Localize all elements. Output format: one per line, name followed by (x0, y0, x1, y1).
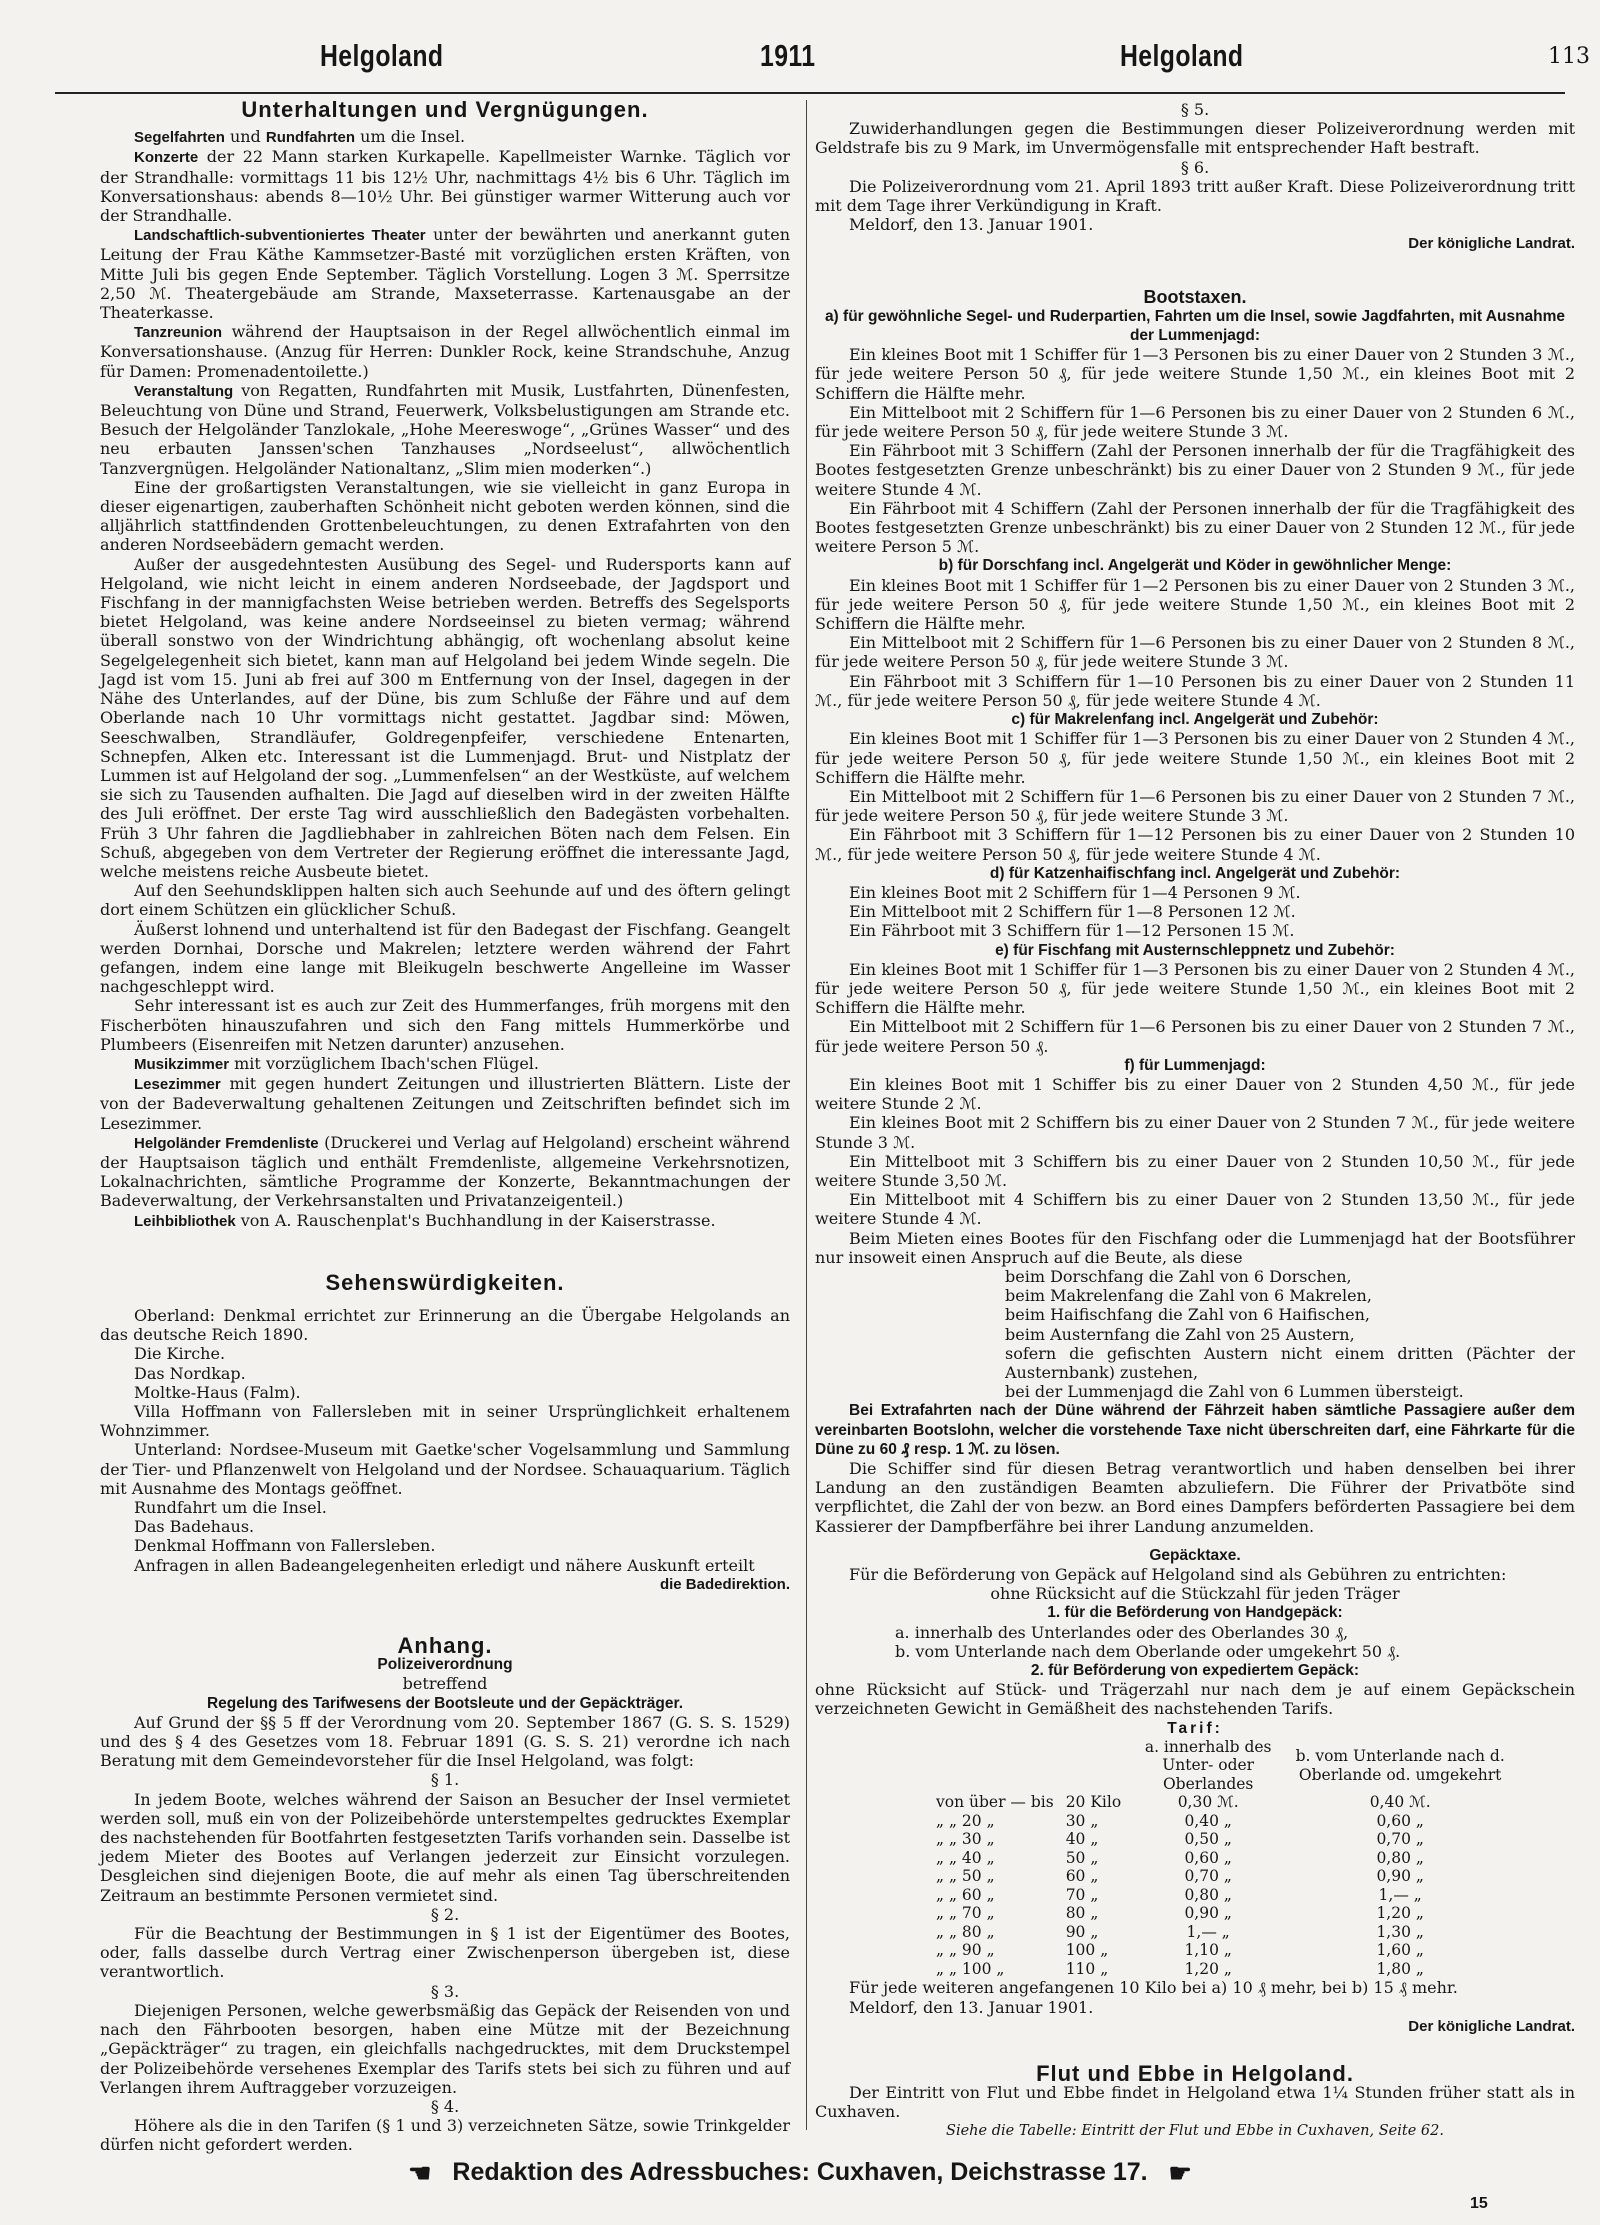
sight-item: Rundfahrt um die Insel. (134, 1498, 327, 1518)
heading-boat-taxes: Bootstaxen. (1143, 286, 1247, 307)
boat-tariff-item: Ein Fährboot mit 3 Schiffern für 1—12 Personen bis zu einer Dauer von 2 Stunden 10 ℳ., für jede weitere Person 50 ₰, für jede weitere Stunde 4 ℳ. (815, 825, 1575, 864)
entertainment-paragraph: Auf den Seehundsklippen halten sich auch Seehunde auf und des öftern gelingt dort einem Schützen ein glücklicher Schuß. (100, 881, 790, 920)
entertainment-item (100, 147, 790, 225)
entertainment-item (100, 322, 790, 381)
tarif-cell-a: 0,90 „ (1184, 1904, 1232, 1923)
lummen-limit-item: sofern die gefischten Austern nicht einem dritten (Pächter der Austernbank) zustehen, (1005, 1343, 1575, 1382)
tarif-row (930, 1904, 1511, 1923)
section-5-number: § 5. (1180, 100, 1210, 119)
tarif-cell-a: 0,80 „ (1184, 1885, 1232, 1904)
header-rule (55, 92, 1565, 94)
boat-c-title: c) für Makrelenfang incl. Angelgerät und Zubehör: (1011, 711, 1379, 729)
police-sections (100, 1770, 790, 2154)
luggage-sub: ohne Rücksicht auf die Stückzahl für jeden Träger (990, 1584, 1400, 1604)
tarif-cell-to: 50 „ (1065, 1848, 1099, 1867)
footer-line (0, 2158, 1600, 2189)
boat-tariff-item: Ein kleines Boot mit 1 Schiffer für 1—3 Personen bis zu einer Dauer von 2 Stunden 4 ℳ., für jede weitere Person 50 ₰, für jede weitere Stunde 1,50 ℳ., ein kleines Boot mit 2 Schiffern die Hälfte mehr. (815, 959, 1575, 1018)
tarif-cell-a: 1,— „ (1186, 1922, 1230, 1941)
entertainment-paragraph: Sehr interessant ist es auch zur Zeit des Hummerfanges, früh morgens mit den Fischerböten hinauszufahren und sich den Fang mittels Hummerkörbe und Plumbeers (Eisenreifen mit Netzen darunter) anzusehen. (100, 996, 790, 1054)
police-subject: Regelung des Tarifwesens der Bootsleute und der Gepäckträger. (206, 1694, 684, 1712)
running-head (0, 38, 1600, 88)
tarif-cell-b: 0,40 ℳ. (1369, 1793, 1431, 1812)
lummen-limit-item: bei der Lummenjagd die Zahl von 6 Lummen übersteigt. (1005, 1382, 1464, 1402)
boat-tariff-item: Ein Fährboot mit 4 Schiffern (Zahl der Personen innerhalb der für die Tragfähigkeit des Bootes festgesetzten Grenze unbeschränkt) bis zu einer Dauer von 2 Stunden 12 ℳ., für jede weitere Person 5 ℳ. (815, 498, 1575, 557)
tarif-cell-b: 1,80 „ (1376, 1959, 1424, 1978)
boat-e-list (815, 960, 1575, 1056)
entertainment-lead: Segelfahrten (134, 129, 225, 147)
date-line-1: Meldorf, den 13. Januar 1901. (849, 215, 1094, 235)
boat-tariff-item: Ein Fährboot mit 3 Schiffern für 1—12 Personen 15 ℳ. (849, 921, 1295, 941)
tarif-header-a: a. innerhalb des Unter- oder Oberlandes (1144, 1737, 1272, 1793)
tarif-cell-to: 70 „ (1065, 1885, 1099, 1904)
tarif-cell-to: 30 „ (1065, 1811, 1099, 1830)
lummen-limit-item: beim Makrelenfang die Zahl von 6 Makrelen, (1005, 1286, 1372, 1306)
boat-tariff-item: Ein Mittelboot mit 3 Schiffern bis zu einer Dauer von 2 Stunden 10,50 ℳ., für jede weitere Stunde 3,50 ℳ. (815, 1151, 1575, 1190)
entertainment-lead: Tanzreunion (134, 324, 223, 342)
sight-item: Anfragen in allen Badeangelegenheiten erledigt und nähere Auskunft erteilt (134, 1555, 755, 1575)
section-text: Diejenigen Personen, welche gewerbsmäßig das Gepäck der Reisenden von und nach den Fährbooten besorgen, haben eine Mütze mit der Bezeichnung „Gepäckträger“ zu tragen, ein gleichfalls nachgedrucktes, mit dem Druckstempel der Polizeibehörde versehenes Exemplar des Tarifs stets bei sich zu führen und auf Verlangen ihrem Auftraggeber vorzuzeigen. (100, 2000, 790, 2097)
entertainment-lead: Landschaftlich-subventioniertes Theater (134, 227, 426, 245)
tarif-cell-to: 40 „ (1065, 1830, 1099, 1849)
tarif-cell-to: 100 „ (1065, 1941, 1109, 1960)
luggage-1-title: 1. für die Beförderung von Handgepäck: (1047, 1604, 1343, 1622)
tarif-row (930, 1830, 1511, 1849)
facility-item (100, 1054, 790, 1074)
heading-sights: Sehenswürdigkeiten. (325, 1269, 565, 1295)
tarif-cell-a: 0,30 ℳ. (1177, 1793, 1239, 1812)
tarif-cell-a: 0,50 „ (1184, 1830, 1232, 1849)
entertainment-list (100, 127, 790, 478)
date-line-2: Meldorf, den 13. Januar 1901. (849, 1997, 1094, 2017)
sight-item: Die Kirche. (134, 1344, 226, 1364)
heading-appendix: Anhang. (397, 1633, 493, 1659)
entertainment-text: von Regatten, Rundfahrten mit Musik, Lustfahrten, Dünenfesten, Beleuchtung von Düne und Strand, Feuerwerk, Volksbelustigungen am Strande etc. Besuch der Helgoländer Tanzlokale, „Hohe Meereswoge“, „Grünes Wasser“ und des neu erbauten Janssen'schen Tanzhauses „Nordseelust“, allwöchentlich Tanzvergnügen. Helgoländer Nationaltanz, „Slim mien moderken“.) (100, 380, 790, 478)
page-number: 113 (1548, 44, 1590, 69)
sight-item: Villa Hoffmann von Fallersleben mit in seiner Ursprünglichkeit erhaltenem Wohnzimmer. (100, 1402, 790, 1441)
luggage-item: b. vom Unterlande nach dem Oberlande oder umgekehrt 50 ₰. (895, 1641, 1401, 1661)
section-text: Höhere als die in den Tarifen (§ 1 und 3) verzeichneten Sätze, sowie Trinkgelder dürfen nicht gefordert werden. (100, 2116, 790, 2155)
facility-text: mit vorzüglichem Ibach'schen Flügel. (229, 1053, 539, 1073)
boat-e-title: e) für Fischfang mit Austernschleppnetz und Zubehör: (995, 941, 1395, 959)
boat-c-list (815, 729, 1575, 863)
entertainment-text: während der Hauptsaison in der Regel allwöchentlich einmal im Konversationshause. (Anzug für Herren: Dunkler Rock, keine Strandschuhe, Anzug für Damen: Promenadentoilette.) (100, 322, 790, 381)
facility-lead: Helgoländer Fremdenliste (134, 1134, 319, 1152)
tarif-cell-to: 60 „ (1065, 1867, 1099, 1886)
tarif-table (930, 1738, 1511, 1979)
section-text: In jedem Boote, welches während der Saison an Besucher der Insel vermietet werden soll, muß ein von der Polizeibehörde unterstempeltes gedrucktes Exemplar des nachstehenden für Bootfahrten festgesetzten Tarifs vorhanden sein. Dasselbe ist jedem Mieter des Bootes auf Verlangen jederzeit zur Einsicht vorzulegen. Desgleichen sind diejenigen Boote, die auf mehr als einen Tag überschreitenden Zeitraum an bestimmte Personen vermietet sind. (100, 1789, 790, 1905)
left-column (100, 97, 791, 2155)
boat-tariff-item: Ein kleines Boot mit 1 Schiffer bis zu einer Dauer von 2 Stunden 4,50 ℳ., für jede weitere Stunde 2 ℳ. (815, 1074, 1575, 1114)
tarif-cell-to: 90 „ (1065, 1922, 1099, 1941)
section-number: § 2. (430, 1904, 460, 1924)
entertainment-item (100, 127, 790, 147)
boat-a-list (815, 345, 1575, 556)
right-column (815, 100, 1575, 2141)
entertainment-mid: und (224, 127, 266, 147)
tarif-row (930, 1812, 1511, 1831)
running-head-left: Helgoland (320, 38, 444, 73)
tarif-row (930, 1849, 1511, 1868)
entertainment-text: unter der bewährten und anerkannt guten Leitung der Frau Käthe Kammsetzer-Basté mit vorzüglichen ersten Kräften, von Mitte Juli bis gegen Ende September. Täglich Vorstellung. Logen 3 ℳ. Sperrsitze 2,50 ℳ. Theatergebäude am Strande, Maxseterrasse. Kartenausgabe an der Theaterkasse. (100, 225, 791, 323)
tarif-cell-a: 1,10 „ (1184, 1941, 1232, 1960)
tarif-cell-from: „ „ 40 „ (936, 1848, 995, 1867)
tarif-row (930, 1886, 1511, 1905)
boat-tariff-item: Ein Mittelboot mit 4 Schiffern bis zu einer Dauer von 2 Stunden 13,50 ℳ., für jede weitere Stunde 4 ℳ. (815, 1190, 1575, 1229)
section-5-text: Zuwiderhandlungen gegen die Bestimmungen dieser Polizeiverordnung werden mit Geldstrafe bis zu 9 Mark, im Unvermögensfalle mit entsprechender Haft bestraft. (815, 119, 1575, 158)
boat-tariff-item: Ein Mittelboot mit 2 Schiffern für 1—6 Personen bis zu einer Dauer von 2 Stunden 7 ℳ., für jede weitere Person 50 ₰. (815, 1017, 1575, 1056)
boat-b-list (815, 576, 1575, 710)
tarif-cell-from: „ „ 80 „ (936, 1922, 995, 1941)
boat-d-title: d) für Katzenhaifischfang incl. Angelgerät und Zubehör: (989, 864, 1401, 882)
tarif-cell-from: von über — bis (936, 1793, 1054, 1812)
tarif-row (930, 1941, 1511, 1960)
tarif-cell-b: 0,70 „ (1376, 1830, 1424, 1849)
footer-text: Redaktion des Adressbuches: Cuxhaven, Deichstrasse 17. (452, 2158, 1148, 2187)
tarif-cell-b: 0,80 „ (1376, 1848, 1424, 1867)
boat-tariff-item: Ein Mittelboot mit 2 Schiffern für 1—6 Personen bis zu einer Dauer von 2 Stunden 6 ℳ., für jede weitere Person 50 ₰, für jede weitere Stunde 3 ℳ. (815, 402, 1575, 442)
entertainment-paragraph: Äußerst lohnend und unterhaltend ist für den Badegast der Fischfang. Geangelt werden Dornhai, Dorsche und Makrelen; letztere werden während der Fahrt gefangen, indem eine lange mit Bleikugeln beschwerte Angelleine im Wasser nachgeschleppt wird. (100, 919, 790, 997)
lummen-list (815, 1267, 1575, 1401)
tarif-cell-b: 1,— „ (1378, 1885, 1422, 1904)
facility-text: mit gegen hundert Zeitungen und illustrierten Blättern. Liste der von der Badeverwaltung gehaltenen Zeitungen und Zeitschriften befindet sich im Lesezimmer. (100, 1074, 790, 1133)
tarif-header-b: b. vom Unterlande nach d. Oberlande od. umgekehrt (1295, 1747, 1505, 1784)
entertainment-text: um die Insel. (355, 127, 466, 147)
tarif-row (930, 1923, 1511, 1942)
section-number: § 4. (430, 2096, 460, 2116)
luggage-2-title: 2. für Beförderung von expediertem Gepäck: (1030, 1662, 1360, 1680)
tarif-cell-from: „ „ 70 „ (936, 1904, 995, 1923)
facility-lead: Leihbibliothek (134, 1212, 236, 1230)
boat-tariff-item: Ein Mittelboot mit 2 Schiffern für 1—6 Personen bis zu einer Dauer von 2 Stunden 8 ℳ., für jede weitere Person 50 ₰, für jede weitere Stunde 3 ℳ. (815, 633, 1575, 672)
column-divider (806, 100, 807, 2130)
tarif-cell-from: „ „ 100 „ (936, 1959, 1005, 1978)
lummen-limit-item: beim Dorschfang die Zahl von 6 Dorschen, (1005, 1266, 1352, 1286)
tarif-cell-a: 0,70 „ (1184, 1867, 1232, 1886)
tide-reference: Siehe die Tabelle: Eintritt der Flut und Ebbe in Cuxhaven, Seite 62. (946, 2122, 1444, 2139)
luggage-1-list (815, 1623, 1575, 1661)
boat-tariff-item: Ein kleines Boot mit 2 Schiffern für 1—4 Personen 9 ℳ. (849, 882, 1301, 902)
tide-text: Der Eintritt von Flut und Ebbe findet in Helgoland etwa 1¼ Stunden früher statt als in Cuxhaven. (815, 2083, 1575, 2122)
boat-d-list (815, 883, 1575, 941)
boat-f-list (815, 1075, 1575, 1229)
lummen-note: Beim Mieten eines Bootes für den Fischfang oder die Lummenjagd hat der Bootsführer nur insoweit einen Anspruch auf die Beute, als diese (815, 1228, 1575, 1267)
signature-1: Der königliche Landrat. (1408, 235, 1575, 253)
boat-tariff-item: Ein Mittelboot mit 2 Schiffern für 1—6 Personen bis zu einer Dauer von 2 Stunden 7 ℳ., für jede weitere Person 50 ₰, für jede weitere Stunde 3 ℳ. (815, 786, 1575, 826)
boat-tariff-item: Ein kleines Boot mit 1 Schiffer für 1—3 Personen bis zu einer Dauer von 2 Stunden 4 ℳ., für jede weitere Person 50 ₰, für jede weitere Stunde 1,50 ℳ., ein kleines Boot mit 2 Schiffern die Hälfte mehr. (815, 729, 1575, 787)
sheet-number: 15 (1470, 2195, 1488, 2212)
tarif-row (930, 1793, 1511, 1812)
entertainment-facilities (100, 1054, 790, 1231)
luggage-item: a. innerhalb des Unterlandes oder des Oberlandes 30 ₰, (895, 1622, 1349, 1642)
signature-2: Der königliche Landrat. (1408, 2017, 1575, 2035)
tarif-cell-a: 1,20 „ (1184, 1959, 1232, 1978)
heading-luggage: Gepäcktaxe. (1149, 1546, 1241, 1564)
sight-item: Oberland: Denkmal errichtet zur Erinnerung an die Übergabe Helgolands an das deutsche Reich 1890. (100, 1305, 790, 1345)
tarif-cell-to: 110 „ (1065, 1959, 1109, 1978)
entertainment-item (100, 381, 790, 478)
section-number: § 1. (430, 1770, 460, 1790)
sight-item: Das Badehaus. (134, 1517, 255, 1537)
facility-item (100, 1074, 790, 1133)
police-betreffend: betreffend (402, 1674, 488, 1694)
entertainment-item (100, 225, 790, 322)
tarif-cell-b: 1,60 „ (1376, 1941, 1424, 1960)
tarif-more: Für jede weiteren angefangenen 10 Kilo bei a) 10 ₰ mehr, bei b) 15 ₰ mehr. (849, 1978, 1458, 1998)
tarif-cell-from: „ „ 60 „ (936, 1885, 995, 1904)
entertainment-lead: Veranstaltung (134, 382, 234, 400)
sight-item: Denkmal Hoffmann von Fallersleben. (134, 1536, 436, 1556)
boat-tariff-item: Ein kleines Boot mit 1 Schiffer für 1—2 Personen bis zu einer Dauer von 2 Stunden 3 ℳ., für jede weitere Person 50 ₰, für jede weitere Stunde 1,50 ℳ., ein kleines Boot mit 2 Schiffern die Hälfte mehr. (815, 575, 1575, 634)
entertainment-paragraph: Eine der großartigsten Veranstaltungen, wie sie vielleicht in ganz Europa in dieser eigenartigen, zauberhaften Schönheit nicht geboten werden können, sind die alljährlich stattfindenden Grottenbeleuchtungen, zu denen Extrafahrten von den anderen Nordseebädern gemacht werden. (100, 477, 790, 555)
facility-text: (Druckerei und Verlag auf Helgoland) erscheint während der Hauptsaison täglich und enthält Fremdenliste, allgemeine Verkehrsnotizen, Lokalnachrichten, sämtliche Programme der Konzerte, Bekanntmachungen der Badeverwaltung, der Verkehrsanstalten und Privatanzeigenteil.) (100, 1132, 790, 1211)
sights-list (100, 1306, 790, 1575)
tarif-cell-b: 0,60 „ (1376, 1811, 1424, 1830)
tarif-cell-a: 0,40 „ (1184, 1811, 1232, 1830)
sight-item: Das Nordkap. (134, 1363, 246, 1383)
tarif-title: Tarif: (1167, 1719, 1223, 1737)
boat-tariff-item: Ein kleines Boot mit 2 Schiffern bis zu einer Dauer von 2 Stunden 7 ℳ., für jede weitere Stunde 3 ℳ. (815, 1113, 1575, 1152)
tarif-cell-to: 20 Kilo (1065, 1793, 1122, 1812)
facility-lead: Lesezimmer (134, 1076, 221, 1094)
tarif-row (930, 1867, 1511, 1886)
sight-item: Unterland: Nordsee-Museum mit Gaetke'scher Vogelsammlung und Sammlung der Tier- und Pflanzenwelt von Helgoland und der Nordsee. Schauaquarium. Täglich mit Ausnahme des Montags geöffnet. (100, 1440, 790, 1498)
tarif-cell-b: 1,20 „ (1376, 1904, 1424, 1923)
extra-trip-note: Bei Extrafahrten nach der Düne während der Fährzeit haben sämtliche Passagiere außer dem vereinbarten Bootslohn, welcher die vorstehende Taxe nicht überschreiten darf, eine Fährkarte für die Düne zu 60 ₰ resp. 1 ℳ. zu lösen. (815, 1402, 1575, 1458)
tarif-cell-from: „ „ 30 „ (936, 1830, 995, 1849)
heading-tide: Flut und Ebbe in Helgoland. (1036, 2060, 1354, 2086)
boat-tariff-item: Ein Mittelboot mit 2 Schiffern für 1—8 Personen 12 ℳ. (849, 902, 1296, 922)
heading-entertainment: Unterhaltungen und Vergnügungen. (241, 97, 649, 122)
tarif-cell-from: „ „ 90 „ (936, 1941, 995, 1960)
extra-trip-text: Die Schiffer sind für diesen Betrag verantwortlich und haben denselben bei ihrer Landung an den zuständigen Beamten abzuliefern. Die Führer der Privatböte sind verpflichtet, die Zahl der von bezw. an Bord eines Dampfers beförderten Passagiere bei dem Kassierer der Dampfberfähre bei ihrer Landung anzumelden. (815, 1459, 1575, 1536)
pointing-hand-left-icon: ☚ (408, 2158, 432, 2188)
boat-f-title: f) für Lummenjagd: (1124, 1056, 1266, 1074)
tarif-cell-from: „ „ 50 „ (936, 1867, 995, 1886)
facility-text: von A. Rauschenplat's Buchhandlung in der Kaiserstrasse. (235, 1210, 716, 1230)
running-head-year: 1911 (760, 38, 816, 73)
luggage-intro: Für die Beförderung von Gepäck auf Helgoland sind als Gebühren zu entrichten: (849, 1565, 1507, 1585)
tarif-cell-b: 1,30 „ (1376, 1922, 1424, 1941)
facility-item (100, 1133, 790, 1211)
running-head-right: Helgoland (1120, 38, 1244, 73)
tarif-cell-a: 0,60 „ (1184, 1848, 1232, 1867)
lummen-limit-item: beim Haifischfang die Zahl von 6 Haifischen, (1005, 1305, 1370, 1325)
pointing-hand-right-icon: ☛ (1168, 2158, 1192, 2188)
police-title: Polizeiverordnung (377, 1656, 513, 1674)
sights-signature: die Badedirektion. (659, 1575, 790, 1593)
section-text: Für die Beachtung der Bestimmungen in § 1 ist der Eigentümer des Bootes, oder, falls dasselbe durch Vertrag einer Zwischenperson übergeben ist, diese verantwortlich. (100, 1924, 790, 1982)
tarif-cell-b: 0,90 „ (1376, 1867, 1424, 1886)
boat-b-title: b) für Dorschfang incl. Angelgerät und Köder in gewöhnlicher Menge: (938, 557, 1452, 575)
boat-a-title: a) für gewöhnliche Segel- und Ruderpartien, Fahrten um die Insel, sowie Jagdfahrten, mit Ausnahme der Lummenjagd: (824, 307, 1566, 345)
section-number: § 3. (430, 1981, 460, 2001)
boat-tariff-item: Ein kleines Boot mit 1 Schiffer für 1—3 Personen bis zu einer Dauer von 2 Stunden 3 ℳ., für jede weitere Person 50 ₰, für jede weitere Stunde 1,50 ℳ., ein kleines Boot mit 2 Schiffern die Hälfte mehr. (815, 345, 1575, 403)
lummen-limit-item: beim Austernfang die Zahl von 25 Austern, (1005, 1324, 1355, 1344)
section-6-number: § 6. (1180, 157, 1210, 177)
police-intro: Auf Grund der §§ 5 ff der Verordnung vom 20. September 1867 (G. S. S. 1529) und des § 4 des Gesetzes vom 18. Februar 1891 (G. S. S. 21) verordne ich nach Beratung mit dem Gemeindevorsteher für die Insel Helgoland, was folgt: (100, 1712, 790, 1771)
entertainment-paragraph: Außer der ausgedehntesten Ausübung des Segel- und Rudersports kann auf Helgoland, wie nicht leicht in einem anderen Nordseebade, der Jagdsport und Fischfang in der mannigfachsten Weise betrieben werden. Betreffs des Segelsports bietet Helgoland, was keine andere Nordseeinsel zu bieten vermag; während überall sonstwo von der Windrichtung abhängig, oft wochenlang absolut keine Segelgelegenheit sich bietet, kann man auf Helgoland bei jedem Winde segeln. Die Jagd ist vom 15. Juni ab frei auf 300 m Entfernung von der Insel, dagegen in der Nähe des Unterlandes, auf der Düne, bis zum Schluße der Fähre und auf dem Oberlande nach 10 Uhr vormittags nicht gestattet. Jagdbar sind: Möwen, Seeschwalben, Strandläufer, Goldregenpfeifer, verschiedene Entenarten, Schnepfen, Alken etc. Interessant ist die Lummenjagd. Brut- und Nistplatz der Lummen ist auf Helgoland der sog. „Lummenfelsen“ an der Westküste, auf welchem sie sich zu Tausenden aufhalten. Die Jagd auf dieselben wird in der zweiten Hälfte des Juli eröffnet. Der erste Tag wird ausschließlich den Badegästen vorbehalten. Früh 3 Uhr fahren die Jagdliebhaber in zahlreichen Böten nach dem Felsen. Ein Schuß, abgegeben von dem Vertreter der Regierung eröffnet die interessante Jagd, welche meistens reiche Ausbeute bietet. (100, 554, 790, 881)
tarif-row (930, 1960, 1511, 1979)
tarif-cell-from: „ „ 20 „ (936, 1811, 995, 1830)
entertainment-lead: Rundfahrten (265, 129, 356, 147)
entertainment-text: der 22 Mann starken Kurkapelle. Kapellmeister Warnke. Täglich vor der Strandhalle: vormittags 11 bis 12½ Uhr, nachmittags 4½ bis 6 Uhr. Täglich im Konversationshaus: abends 8—10½ Uhr. Bei günstiger warmer Witterung auch vor der Strandhalle. (100, 147, 790, 226)
boat-tariff-item: Ein Fährboot mit 3 Schiffern für 1—10 Personen bis zu einer Dauer von 2 Stunden 11 ℳ., für jede weitere Person 50 ₰, für jede weitere Stunde 4 ℳ. (815, 671, 1575, 710)
section-6-text: Die Polizeiverordnung vom 21. April 1893 tritt außer Kraft. Diese Polizeiverordnung tritt mit dem Tage ihrer Verkündigung in Kraft. (815, 176, 1575, 216)
tarif-cell-to: 80 „ (1065, 1904, 1099, 1923)
facility-item (100, 1211, 790, 1231)
sight-item: Moltke-Haus (Falm). (134, 1382, 301, 1402)
entertainment-lead: Konzerte (134, 149, 199, 167)
luggage-2-text: ohne Rücksicht auf Stück- und Trägerzahl nur nach dem je auf einem Gepäckschein verzeichneten Gewicht in Gemäßheit des nachstehenden Tarifs. (815, 1680, 1575, 1719)
boat-tariff-item: Ein Fährboot mit 3 Schiffern (Zahl der Personen innerhalb der für die Tragfähigkeit des Bootes festgesetzten Grenze unbeschränkt) bis zu einer Dauer von 2 Stunden 9 ℳ., für jede weitere Stunde 4 ℳ. (815, 441, 1575, 499)
entertainment-paragraphs (100, 478, 790, 1054)
facility-lead: Musikzimmer (134, 1055, 230, 1073)
